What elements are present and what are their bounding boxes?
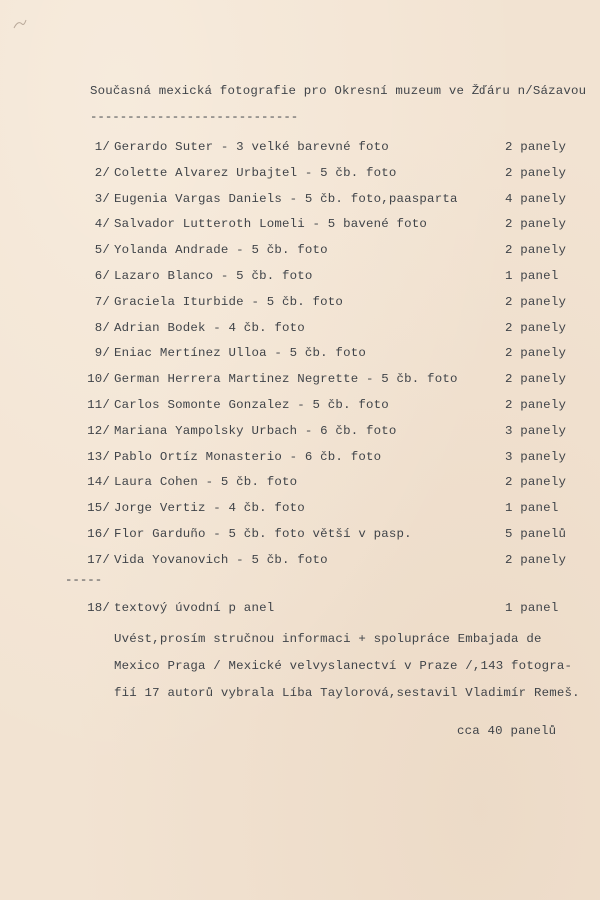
item-text: Colette Alvarez Urbajtel - 5 čb. foto [114,165,397,180]
item-number: 10/ [87,372,110,387]
item-text: Salvador Lutteroth Lomeli - 5 bavené foto [114,217,428,232]
list-item [0,372,600,390]
list-item [0,398,600,416]
item-text: Lazaro Blanco - 5 čb. foto [114,269,313,283]
list-item [0,140,600,158]
list-item [0,501,600,519]
item-number: 11/ [87,398,110,412]
item-panels: 2 panely [505,475,567,490]
list-item [0,243,600,261]
item-number: 12/ [87,423,110,438]
item-panels: 2 panely [505,552,567,567]
item-panels: 2 panely [505,372,567,387]
note-line-3: fií 17 autorů vybrala Líba Taylorová,sestavil Vladimír Remeš. [114,686,580,700]
list-item [0,475,600,493]
item-text: Carlos Somonte Gonzalez - 5 čb. foto [114,398,389,412]
item-text: Flor Garduño - 5 čb. foto větší v pasp. [114,527,412,541]
panel-total: cca 40 panelů [457,724,557,738]
item-panels: 2 panely [505,346,567,361]
list-item [0,166,600,184]
title-underline: ---------------------------- [90,110,299,124]
item-text: Mariana Yampolsky Urbach - 6 čb. foto [114,423,397,438]
item-panels: 1 panel [505,601,559,615]
item-text: Laura Cohen - 5 čb. foto [114,475,298,490]
item-number: 1/ [94,140,110,154]
item-number: 3/ [94,191,110,206]
item-number: 14/ [87,475,110,490]
document-title: Současná mexická fotografie pro Okresní muzeum ve Žďáru n/Sázavou [90,84,587,98]
item-panels: 3 panely [505,449,567,464]
item-number: 7/ [94,294,110,309]
item-panels: 2 panely [505,243,567,258]
item-number: 9/ [94,346,110,361]
item-panels: 2 panely [505,140,567,154]
item-number: 2/ [94,165,110,180]
item-number: 6/ [94,269,110,283]
list-item [0,192,600,210]
list-item [0,217,600,235]
item-text: Graciela Iturbide - 5 čb. foto [114,294,344,309]
item-text: Jorge Vertiz - 4 čb. foto [114,501,305,516]
item-text: Vida Yovanovich - 5 čb. foto [114,552,328,567]
item-panels: 2 panely [505,165,567,180]
item-number: 16/ [87,527,110,541]
item-number: 15/ [87,501,110,516]
list-item [0,553,600,571]
item-number: 5/ [94,243,110,258]
list-item [0,295,600,313]
item-number: 18/ [87,601,110,615]
item-text: Eniac Mertínez Ulloa - 5 čb. foto [114,346,366,361]
item-number: 13/ [87,449,110,464]
item-panels: 3 panely [505,423,567,438]
item-panels: 2 panely [505,320,567,335]
note-line-1: Uvést,prosím stručnou informaci + spolupráce Embajada de [114,632,542,646]
list-item [0,527,600,545]
item-text: German Herrera Martinez Negrette - 5 čb. foto [114,372,458,387]
item-panels: 1 panel [505,501,559,516]
item-number: 8/ [94,320,110,335]
item-text: Yolanda Andrade - 5 čb. foto [114,243,328,258]
item-panels: 2 panely [505,294,567,309]
item-text: Pablo Ortíz Monasterio - 6 čb. foto [114,449,382,464]
list-item [0,346,600,364]
list-item [0,269,600,287]
item-text: Adrian Bodek - 4 čb. foto [114,320,305,335]
note-line-2: Mexico Praga / Mexické velvyslanectví v Praze /,143 fotogra- [114,659,573,673]
item-panels: 2 panely [505,398,567,412]
list-item-18 [0,601,600,619]
item-text: Eugenia Vargas Daniels - 5 čb. foto,paasparta [114,191,458,206]
item-number: 4/ [94,217,110,232]
item-panels: 1 panel [505,269,559,283]
pencil-mark-icon [10,14,30,34]
item-panels: 2 panely [505,217,567,232]
item-panels: 4 panely [505,191,567,206]
list-item [0,450,600,468]
item-panels: 5 panelů [505,527,567,541]
list-item [0,424,600,442]
item-text: Gerardo Suter - 3 velké barevné foto [114,140,389,154]
item-number: 17/ [87,552,110,567]
item-text: textový úvodní p anel [114,601,275,615]
list-separator: ----- [65,573,103,587]
list-item [0,321,600,339]
